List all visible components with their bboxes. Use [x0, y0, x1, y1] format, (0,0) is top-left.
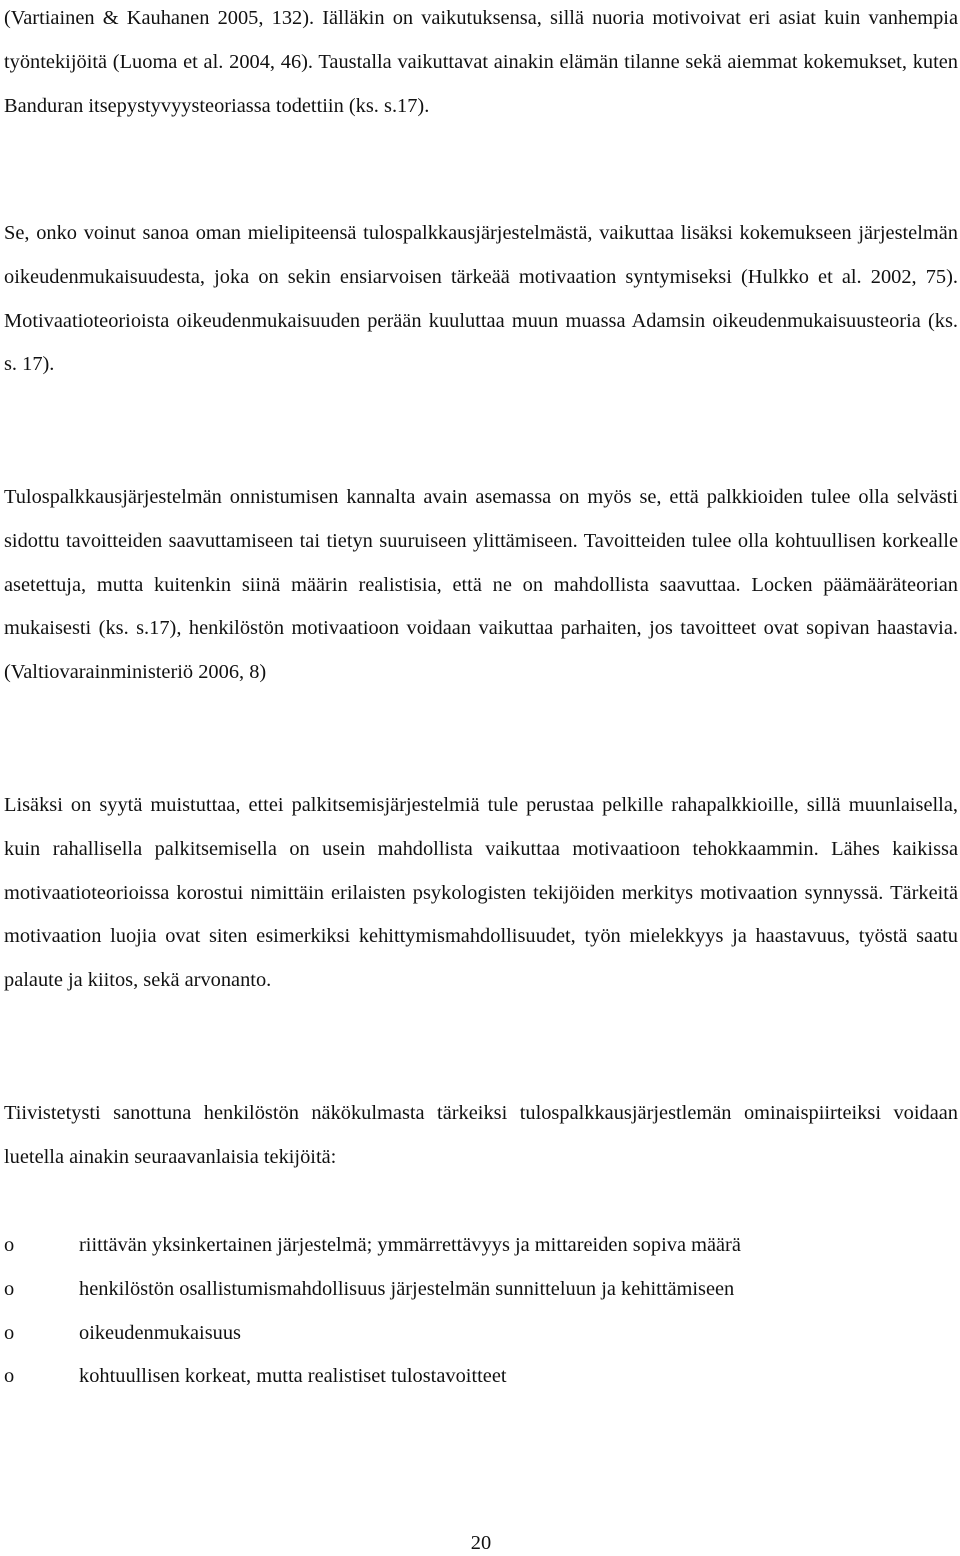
- bullet-marker: o: [4, 1277, 15, 1300]
- bullet-marker: o: [4, 1234, 15, 1256]
- paragraph-summary-intro: Tiivistetysti sanottuna henkilöstön näkökulmasta tärkeiksi tulospalkkausjärjestlemän ominaispiirteiksi voidaan luetella ainakin seuraavanlaisia tekijöitä:: [4, 1102, 958, 1168]
- list-item-text: riittävän yksinkertainen järjestelmä; ymmärrettävyys ja mittareiden sopiva määrä: [79, 1234, 741, 1256]
- bullet-marker: o: [4, 1321, 15, 1344]
- paragraph-age-motivation: (Vartiainen & Kauhanen 2005, 132). Iälläkin on vaikutuksensa, sillä nuoria motivoivat eri asiat kuin vanhempia työntekijöitä (Luoma et al. 2004, 46). Taustalla vaikuttavat ainakin elämän tilanne sekä aiemmat kokemukset, kuten Banduran itsepystyvyysteoriassa todettiin (ks. s.17).: [4, 7, 958, 117]
- list-item-text: kohtuullisen korkeat, mutta realistiset tulostavoitteet: [79, 1365, 507, 1388]
- paragraph-goal-setting: Tulospalkkausjärjestelmän onnistumisen kannalta avain asemassa on myös se, että palkkioiden tulee olla selvästi sidottu tavoitteiden saavuttamiseen tai tietyn suuruiseen ylittämiseen. Tavoitteiden tulee olla kohtuullisen korkealle asetettuja, mutta kuitenkin siinä määrin realistisia, että ne on mahdollista saavuttaa. Locken päämääräteorian mukaisesti (ks. s.17), henkilöstön motivaatioon voidaan vaikuttaa parhaiten, jos tavoitteet ovat sopivan haastavia. (Valtiovarainministeriö 2006, 8): [4, 486, 958, 684]
- paragraph-fairness: Se, onko voinut sanoa oman mielipiteensä tulospalkkausjärjestelmästä, vaikuttaa lisäksi kokemukseen järjestelmän oikeudenmukaisuudesta, joka on sekin ensiarvoisen tärkeää motivaation syntymiseksi (Hulkko et al. 2002, 75). Motivaatioteorioista oikeudenmukaisuuden perään kuuluttaa muun muassa Adamsin oikeudenmukaisuusteoria (ks. s. 17).: [4, 222, 958, 376]
- list-item: [4, 1268, 741, 1312]
- list-item: [4, 1355, 741, 1399]
- page-number: 20: [470, 1532, 492, 1554]
- list-item: [4, 1224, 741, 1268]
- paragraph-non-monetary-rewards: Lisäksi on syytä muistuttaa, ettei palkitsemisjärjestelmiä tule perustaa pelkille rahapalkkioille, sillä muunlaisella, kuin rahallisella palkitsemisella on usein mahdollista vaikuttaa motivaatioon tehokkaammin. Lähes kaikissa motivaatioteorioissa korostui nimittäin erilaisten psykologisten tekijöiden merkitys motivaation synnyssä. Tärkeitä motivaation luojia ovat siten esimerkiksi kehittymismahdollisuudet, työn mielekkyys ja haastavuus, työstä saatu palaute ja kiitos, sekä arvonanto.: [4, 794, 958, 992]
- list-item-text: henkilöstön osallistumismahdollisuus järjestelmän sunnitteluun ja kehittämiseen: [79, 1277, 735, 1300]
- list-item: [4, 1312, 741, 1356]
- bullet-marker: o: [4, 1365, 15, 1388]
- list-item-text: oikeudenmukaisuus: [79, 1321, 241, 1344]
- feature-list: [4, 1224, 741, 1399]
